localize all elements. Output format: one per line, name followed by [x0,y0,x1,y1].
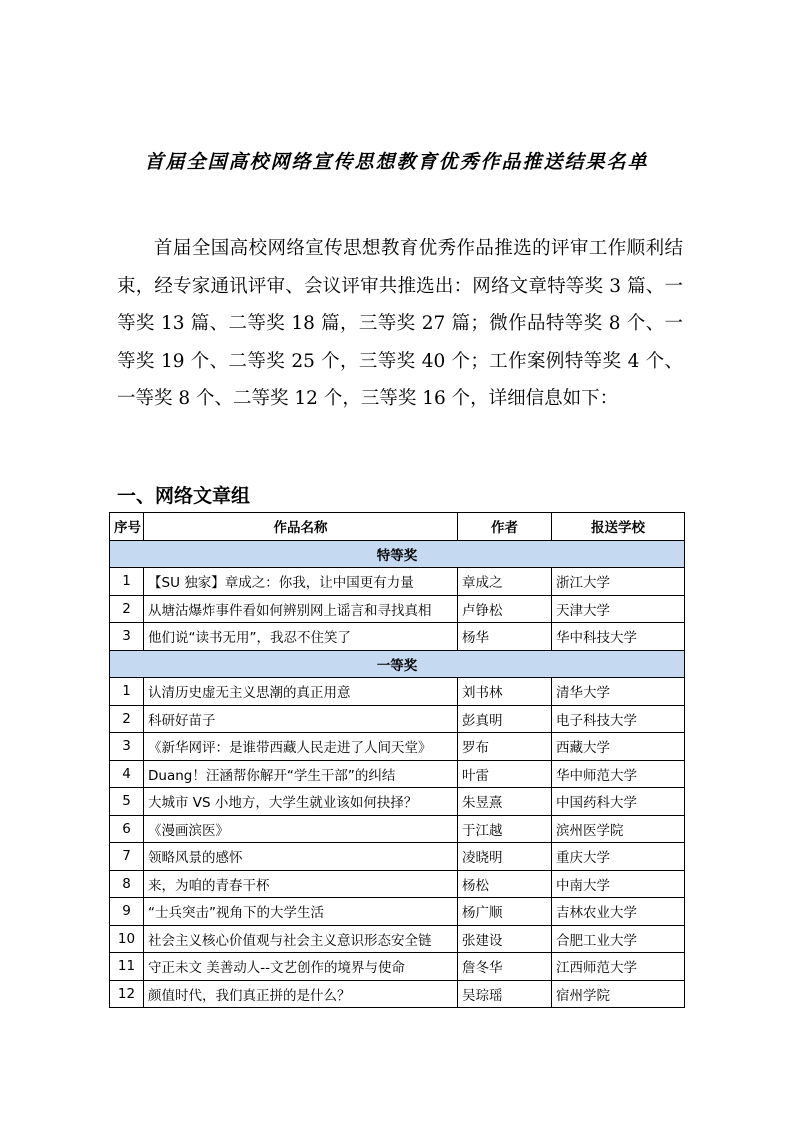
cell-school: 中南大学 [552,870,685,898]
cell-index: 10 [110,925,144,953]
cell-author: 朱昱熹 [458,788,552,816]
award-group-row [110,650,685,678]
cell-work: 社会主义核心价值观与社会主义意识形态安全链 [144,925,458,953]
header-index: 序号 [110,513,144,541]
cell-index: 4 [110,760,144,788]
cell-school: 华中师范大学 [552,760,685,788]
cell-author: 章成之 [458,568,552,596]
cell-index: 8 [110,870,144,898]
cell-author: 于江越 [458,815,552,843]
cell-author: 张建设 [458,925,552,953]
cell-work: 科研好苗子 [144,705,458,733]
table-row [110,623,685,651]
cell-work: 领略风景的感怀 [144,843,458,871]
cell-author: 罗布 [458,733,552,761]
cell-author: 凌晓明 [458,843,552,871]
cell-work: 守正未文 美善动人--文艺创作的境界与使命 [144,953,458,981]
cell-index: 2 [110,705,144,733]
cell-index: 5 [110,788,144,816]
section-title: 一、网络文章组 [117,485,251,507]
cell-school: 江西师范大学 [552,953,685,981]
header-author: 作者 [458,513,552,541]
cell-work: 认清历史虚无主义思潮的真正用意 [144,678,458,706]
cell-author: 彭真明 [458,705,552,733]
cell-school: 宿州学院 [552,980,685,1008]
cell-work: 【SU 独家】章成之：你我，让中国更有力量 [144,568,458,596]
cell-author: 卢铮松 [458,595,552,623]
table-row [110,705,685,733]
cell-school: 中国药科大学 [552,788,685,816]
cell-author: 詹冬华 [458,953,552,981]
cell-index: 3 [110,733,144,761]
cell-index: 1 [110,678,144,706]
table-row [110,925,685,953]
table-row [110,595,685,623]
header-work: 作品名称 [144,513,458,541]
cell-index: 11 [110,953,144,981]
table-header-row [110,513,685,541]
cell-index: 12 [110,980,144,1008]
cell-school: 电子科技大学 [552,705,685,733]
cell-school: 清华大学 [552,678,685,706]
cell-work: 大城市 VS 小地方，大学生就业该如何抉择？ [144,788,458,816]
results-table [109,512,685,1008]
cell-author: 叶雷 [458,760,552,788]
table-row [110,815,685,843]
table-row [110,980,685,1008]
award-group-label: 特等奖 [110,540,685,568]
cell-school: 华中科技大学 [552,623,685,651]
cell-index: 7 [110,843,144,871]
award-group-row [110,540,685,568]
cell-author: 杨广顺 [458,898,552,926]
header-school: 报送学校 [552,513,685,541]
cell-school: 浙江大学 [552,568,685,596]
award-group-label: 一等奖 [110,650,685,678]
cell-school: 合肥工业大学 [552,925,685,953]
cell-index: 9 [110,898,144,926]
cell-work: 颜值时代，我们真正拼的是什么？ [144,980,458,1008]
cell-index: 6 [110,815,144,843]
cell-index: 1 [110,568,144,596]
cell-school: 天津大学 [552,595,685,623]
cell-author: 吴琮瑶 [458,980,552,1008]
table-row [110,898,685,926]
table-row [110,760,685,788]
cell-work: “士兵突击”视角下的大学生活 [144,898,458,926]
table-row [110,843,685,871]
cell-index: 3 [110,623,144,651]
table-row [110,733,685,761]
cell-school: 滨州医学院 [552,815,685,843]
table-row [110,788,685,816]
cell-author: 杨华 [458,623,552,651]
cell-school: 重庆大学 [552,843,685,871]
cell-work: 《新华网评：是谁带西藏人民走进了人间天堂》 [144,733,458,761]
cell-school: 吉林农业大学 [552,898,685,926]
table-row [110,678,685,706]
table-row [110,870,685,898]
intro-paragraph [117,230,683,418]
cell-work: 他们说“读书无用”，我忍不住笑了 [144,623,458,651]
cell-author: 杨松 [458,870,552,898]
cell-work: 《漫画滨医》 [144,815,458,843]
document-title: 首届全国高校网络宣传思想教育优秀作品推送结果名单 [144,151,649,173]
cell-index: 2 [110,595,144,623]
cell-work: 来，为咱的青春干杯 [144,870,458,898]
cell-work: 从塘沽爆炸事件看如何辨别网上谣言和寻找真相 [144,595,458,623]
table-body [110,540,685,1008]
table-row [110,953,685,981]
cell-school: 西藏大学 [552,733,685,761]
cell-author: 刘书林 [458,678,552,706]
table-row [110,568,685,596]
cell-work: Duang！汪涵帮你解开“学生干部”的纠结 [144,760,458,788]
intro-text: 首届全国高校网络宣传思想教育优秀作品推选的评审工作顺利结束，经专家通讯评审、会议评审共推选出：网络文章特等奖 3 篇、一等奖 13 篇、二等奖 18 篇，三等奖 27 篇；微作品特等奖 8 个、一等奖 19 个、二等奖 25 个，三等奖 40 个；工作案例特等奖 4 个、一等奖 8 个、二等奖 12 个，三等奖 16 个，详细信息如下： [117,238,683,409]
